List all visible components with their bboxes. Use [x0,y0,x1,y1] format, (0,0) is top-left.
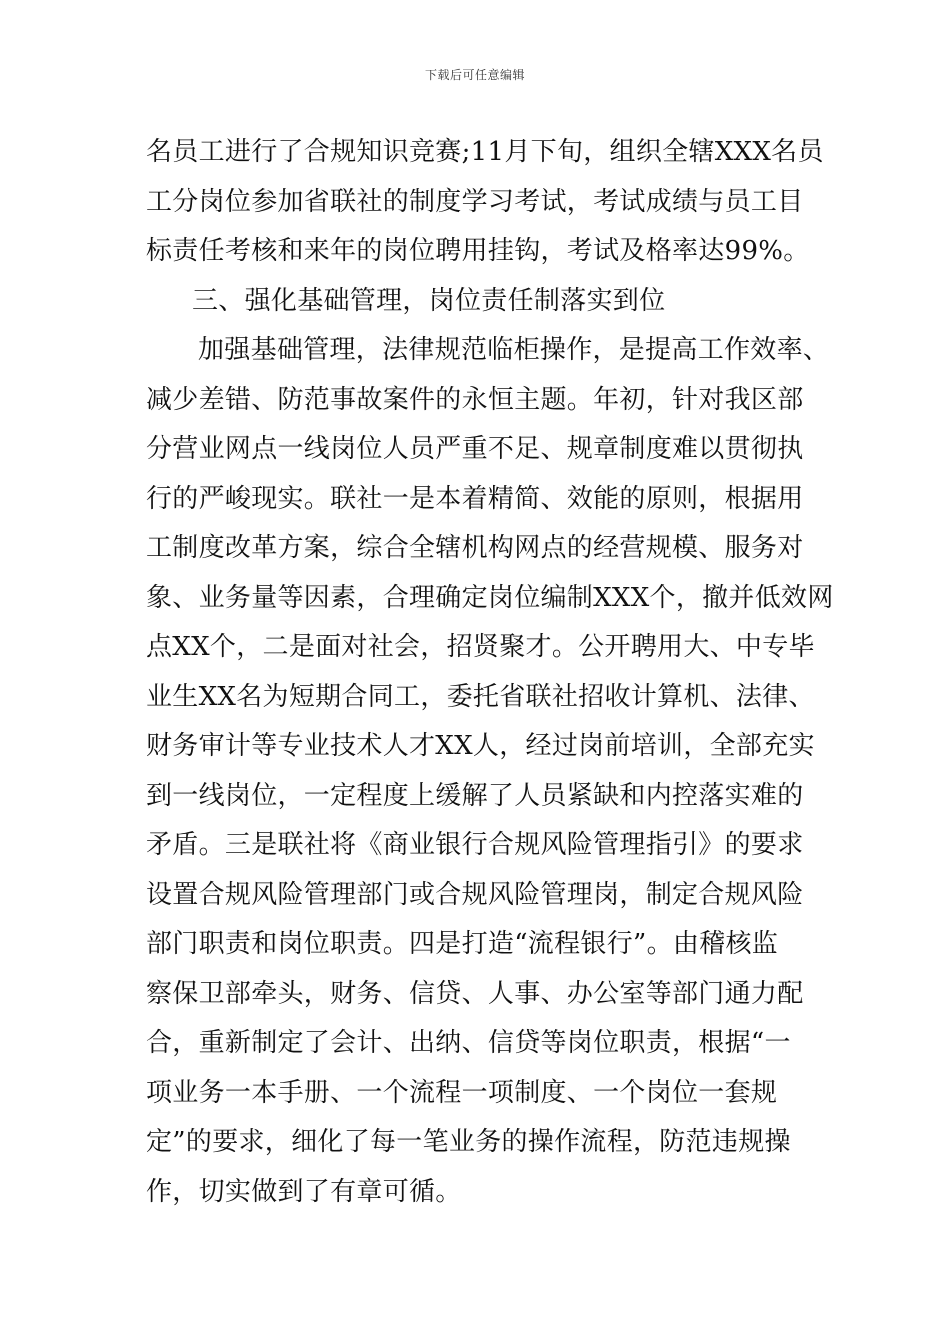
section-heading: 三、强化基础管理，岗位责任制落实到位 [192,285,666,316]
paragraph-line: 察保卫部牵头，财务、信贷、人事、办公室等部门通力配 [146,978,804,1009]
page-header-note: 下载后可任意编辑 [424,68,525,82]
paragraph-line: 财务审计等专业技术人才XX人，经过岗前培训，全部充实 [146,731,815,761]
paragraph-line: 到一线岗位，一定程度上缓解了人员紧缺和内控落实难的 [146,780,804,811]
paragraph-line: 加强基础管理，法律规范临柜操作，是提高工作效率、 [198,335,830,365]
paragraph-line: 合，重新制定了会计、出纳、信贷等岗位职责，根据“一 [146,1028,791,1058]
paragraph-line: 项业务一本手册、一个流程一项制度、一个岗位一套规 [146,1077,778,1108]
paragraph-line: 工分岗位参加省联社的制度学习考试，考试成绩与员工目 [146,186,804,217]
paragraph-line: 象、业务量等因素，合理确定岗位编制XXX个，撤并低效网 [146,582,834,613]
paragraph-line: 名员工进行了合规知识竞赛;11月下旬，组织全辖XXX名员 [146,137,824,167]
paragraph-line: 减少差错、防范事故案件的永恒主题。年初，针对我区部 [146,384,804,415]
paragraph-line: 分营业网点一线岗位人员严重不足、规章制度难以贯彻执 [146,434,804,464]
paragraph-line: 业生XX名为短期合同工，委托省联社招收计算机、法律、 [146,681,815,712]
paragraph-line: 矛盾。三是联社将《商业银行合规风险管理指引》的要求 [146,830,804,860]
paragraph-line: 工制度改革方案，综合全辖机构网点的经营规模、服务对 [146,533,804,563]
paragraph-line: 行的严峻现实。联社一是本着精简、效能的原则，根据用 [146,483,804,514]
paragraph-line: 定”的要求，细化了每一笔业务的操作流程，防范违规操 [146,1127,791,1157]
paragraph-line: 部门职责和岗位职责。四是打造“流程银行”。由稽核监 [146,929,779,959]
paragraph-line: 设置合规风险管理部门或合规风险管理岗，制定合规风险 [146,879,804,910]
paragraph-line: 标责任考核和来年的岗位聘用挂钩，考试及格率达99%。 [146,236,810,266]
paragraph-line: 作，切实做到了有章可循。 [146,1176,462,1207]
paragraph-line: 点XX个，二是面对社会，招贤聚才。公开聘用大、中专毕 [146,632,815,662]
document-body [146,128,834,1217]
